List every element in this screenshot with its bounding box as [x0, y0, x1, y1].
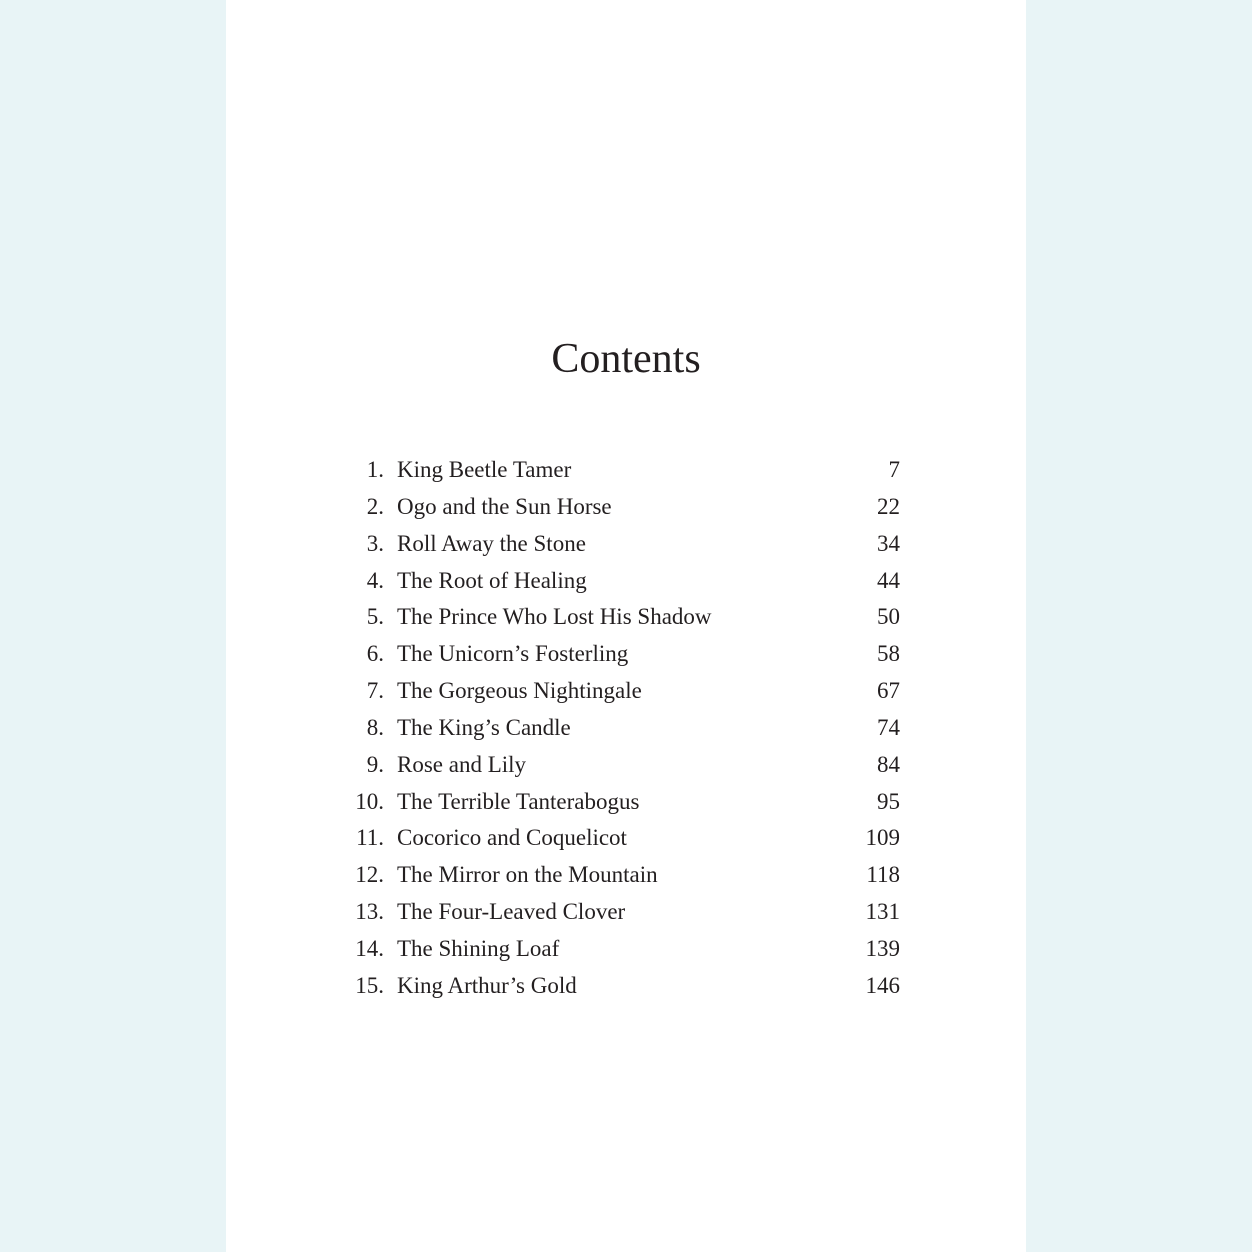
toc-entry	[346, 747, 900, 784]
toc-entry-number: 11.	[356, 825, 384, 851]
toc-entry	[346, 489, 900, 526]
toc-entry-number: 4.	[366, 567, 384, 593]
toc-entry-number: 14.	[355, 935, 384, 961]
toc-entry-title: The Shining Loaf	[397, 935, 560, 961]
toc-entry	[346, 710, 900, 747]
book-page	[226, 0, 1026, 1252]
toc-entry-number: 15.	[355, 972, 384, 998]
toc-entry	[346, 599, 900, 636]
toc-entry-title: Ogo and the Sun Horse	[397, 493, 612, 519]
toc-entry-title: The Prince Who Lost His Shadow	[397, 604, 712, 630]
toc-entry	[346, 784, 900, 821]
toc-entry-page-number: 95	[877, 788, 900, 814]
toc-entry-page-number: 109	[865, 825, 900, 851]
toc-entry-number: 13.	[355, 899, 384, 925]
toc-entry	[346, 526, 900, 563]
toc-entry-page-number: 67	[877, 678, 900, 704]
toc-entry-number: 9.	[366, 751, 384, 777]
toc-entry-page-number: 139	[865, 935, 900, 961]
toc-entry-title: The Terrible Tanterabogus	[397, 788, 640, 814]
toc-entry-page-number: 22	[877, 493, 900, 519]
toc-entry-title: The Mirror on the Mountain	[397, 862, 658, 888]
toc-entry	[346, 452, 900, 489]
toc-entry-number: 3.	[366, 530, 384, 556]
toc-entry-page-number: 146	[865, 972, 900, 998]
toc-entry-number: 6.	[366, 641, 384, 667]
page-title: Contents	[551, 336, 701, 382]
toc-entry-title: The Gorgeous Nightingale	[397, 678, 642, 704]
toc-entry-number: 2.	[366, 493, 384, 519]
toc-entry-page-number: 74	[877, 714, 900, 740]
toc-entry	[346, 931, 900, 968]
toc-entry	[346, 820, 900, 857]
toc-entry	[346, 857, 900, 894]
toc-entry-page-number: 118	[866, 862, 900, 888]
toc-entry-title: Roll Away the Stone	[397, 530, 586, 556]
toc-entry	[346, 636, 900, 673]
table-of-contents	[346, 452, 900, 1005]
toc-entry	[346, 894, 900, 931]
toc-entry-title: The Unicorn’s Fosterling	[397, 641, 629, 667]
toc-entry-page-number: 58	[877, 641, 900, 667]
toc-entry-number: 8.	[366, 714, 384, 740]
toc-entry-page-number: 131	[865, 899, 900, 925]
toc-entry-title: The King’s Candle	[397, 714, 571, 740]
toc-entry	[346, 563, 900, 600]
toc-entry-page-number: 34	[877, 530, 900, 556]
toc-entry-number: 5.	[366, 604, 384, 630]
toc-entry-title: King Beetle Tamer	[397, 457, 572, 482]
toc-entry-page-number: 50	[877, 604, 900, 630]
toc-entry-number: 12.	[355, 862, 384, 888]
toc-entry-page-number: 7	[888, 457, 900, 482]
toc-entry-number: 1.	[366, 457, 384, 482]
toc-entry-title: Rose and Lily	[397, 751, 527, 777]
toc-entry-title: King Arthur’s Gold	[397, 972, 577, 998]
toc-entry-number: 7.	[366, 678, 384, 704]
toc-entry-title: Cocorico and Coquelicot	[397, 825, 627, 851]
toc-entry	[346, 673, 900, 710]
toc-entry	[346, 968, 900, 1005]
toc-entry-page-number: 84	[877, 751, 900, 777]
toc-entry-title: The Root of Healing	[397, 567, 587, 593]
toc-entry-title: The Four-Leaved Clover	[397, 899, 626, 925]
toc-entry-number: 10.	[355, 788, 384, 814]
toc-entry-page-number: 44	[877, 567, 900, 593]
